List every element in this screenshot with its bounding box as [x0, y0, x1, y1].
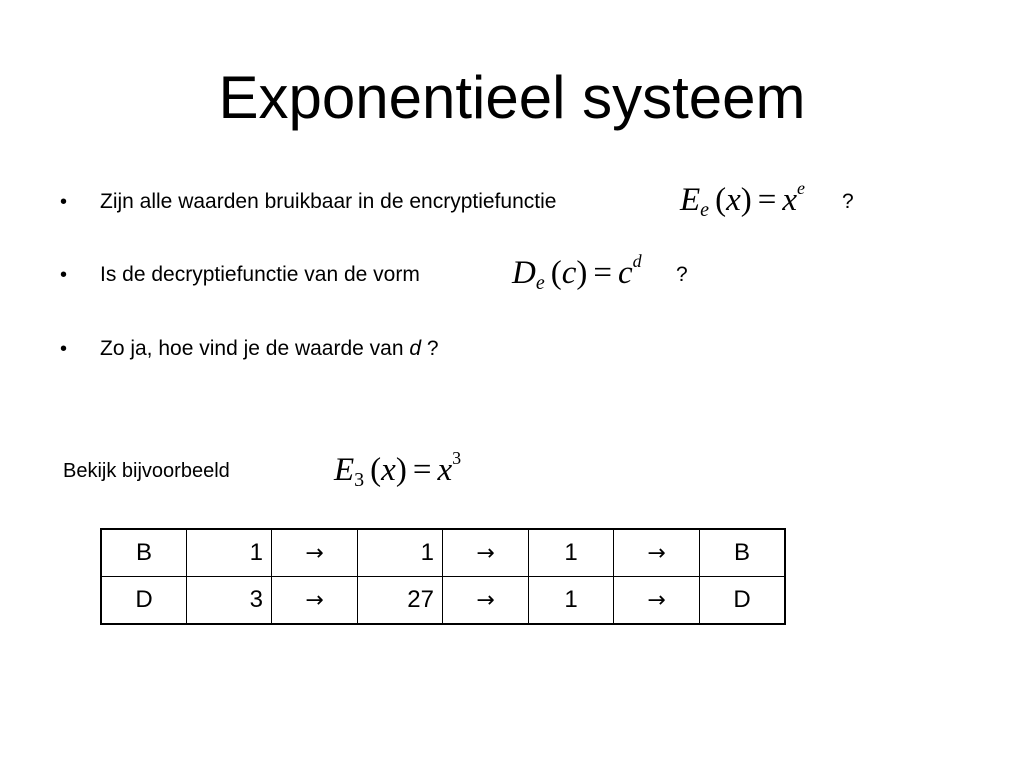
question-mark: ? [842, 190, 854, 213]
arrow-icon: → [272, 577, 358, 625]
formula-eq: = [757, 182, 777, 218]
formula-lparen: ( [370, 452, 382, 488]
formula-rparen: ) [395, 452, 407, 488]
table-row [101, 577, 785, 625]
formula-exp: d [632, 251, 642, 271]
formula-rparen: ) [576, 255, 588, 291]
formula-example [334, 448, 462, 491]
bullet-marker: • [60, 338, 68, 360]
formula-sub: e [535, 272, 545, 294]
table-cell: 1 [358, 529, 443, 577]
formula-fn: D [512, 255, 536, 291]
example-label: Bekijk bijvoorbeeld [63, 460, 230, 482]
formula-eq: = [412, 452, 432, 488]
formula-sub: 3 [354, 469, 365, 491]
table-row [101, 529, 785, 577]
bullet-marker: • [60, 191, 68, 213]
table-cell: D [700, 577, 786, 625]
arrow-icon: → [614, 577, 700, 625]
formula-exp: e [797, 178, 805, 198]
formula-lparen: ( [550, 255, 562, 291]
formula-decrypt [512, 251, 642, 294]
formula-base: x [782, 182, 797, 218]
formula-sub: e [700, 199, 710, 221]
bullet-marker: • [60, 264, 68, 286]
table-cell: 1 [529, 529, 614, 577]
example-table [100, 528, 786, 625]
table-cell: D [101, 577, 187, 625]
variable-d: d [409, 337, 422, 360]
arrow-icon: → [614, 529, 700, 577]
formula-fn: E [334, 452, 355, 488]
slide-title: Exponentieel systeem [218, 64, 806, 131]
bullet-encryption-question: Zijn alle waarden bruikbaar in de encryptiefunctie [100, 190, 557, 213]
table-cell: 1 [529, 577, 614, 625]
table-cell: 27 [358, 577, 443, 625]
arrow-icon: → [272, 529, 358, 577]
table-cell: B [700, 529, 786, 577]
formula-eq: = [593, 255, 613, 291]
bullet-text: Zo ja, hoe vind je de waarde van [100, 337, 404, 360]
formula-lparen: ( [715, 182, 727, 218]
question-mark: ? [426, 337, 439, 360]
formula-encrypt [680, 178, 805, 221]
formula-arg: x [381, 452, 396, 488]
formula-base: c [618, 255, 633, 291]
bullet-decryption-question: Is de decryptiefunctie van de vorm [100, 263, 420, 286]
arrow-icon: → [443, 529, 529, 577]
bullet-find-d-question [100, 337, 439, 361]
formula-base: x [437, 452, 453, 488]
formula-rparen: ) [740, 182, 752, 218]
formula-arg: c [561, 255, 577, 291]
formula-fn: E [680, 182, 701, 218]
table-cell: B [101, 529, 187, 577]
formula-exp: 3 [452, 448, 462, 468]
question-mark: ? [676, 263, 688, 286]
arrow-icon: → [443, 577, 529, 625]
table-cell: 1 [187, 529, 272, 577]
table-cell: 3 [187, 577, 272, 625]
formula-arg: x [726, 182, 741, 218]
